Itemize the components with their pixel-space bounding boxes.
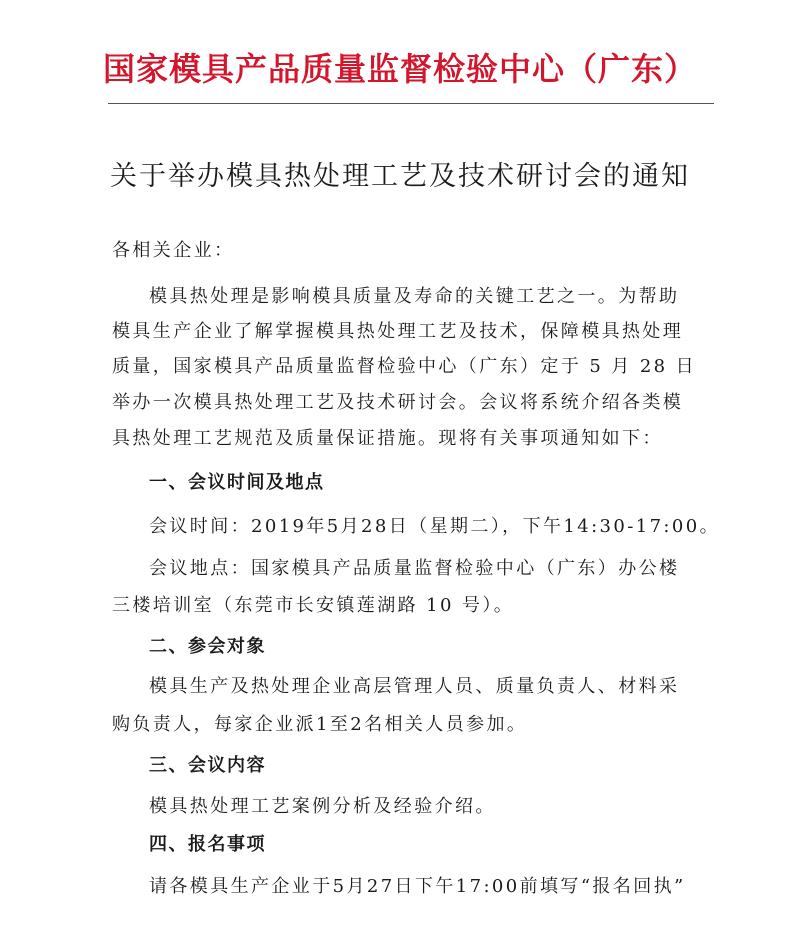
- section-heading: 二、参会对象: [149, 636, 266, 657]
- section-line: 请各模具生产企业于5月27日下午17:00前填写“报名回执”: [149, 876, 686, 897]
- intro-line: 具热处理工艺规范及质量保证措施。现将有关事项通知如下：: [112, 428, 663, 449]
- section-heading: 三、会议内容: [149, 755, 266, 776]
- section-heading: 四、报名事项: [149, 834, 266, 855]
- intro-line: 质量，国家模具产品质量监督检验中心（广东）定于 5 月 28 日: [112, 356, 697, 377]
- section-line: 购负责人，每家企业派1至2名相关人员参加。: [112, 714, 528, 735]
- header-divider: [108, 103, 714, 104]
- intro-line: 举办一次模具热处理工艺及技术研讨会。会议将系统介绍各类模: [112, 392, 684, 413]
- section-line: 三楼培训室（东莞市长安镇莲湖路 10 号）。: [112, 595, 515, 616]
- intro-line: 模具热处理是影响模具质量及寿命的关键工艺之一。为帮助: [149, 286, 680, 307]
- organization-header: 国家模具产品质量监督检验中心（广东）: [102, 50, 697, 88]
- notice-title: 关于举办模具热处理工艺及技术研讨会的通知: [110, 161, 690, 192]
- section-line: 会议地点：国家模具产品质量监督检验中心（广东）办公楼: [149, 558, 680, 579]
- salutation: 各相关企业：: [112, 240, 235, 261]
- intro-line: 模具生产企业了解掌握模具热处理工艺及技术，保障模具热处理: [112, 321, 684, 342]
- section-line: 模具热处理工艺案例分析及经验介绍。: [149, 796, 496, 817]
- section-line: 会议时间：2019年5月28日（星期二），下午14:30-17:00。: [149, 516, 720, 537]
- section-heading: 一、会议时间及地点: [149, 472, 325, 493]
- section-line: 模具生产及热处理企业高层管理人员、质量负责人、材料采: [149, 676, 680, 697]
